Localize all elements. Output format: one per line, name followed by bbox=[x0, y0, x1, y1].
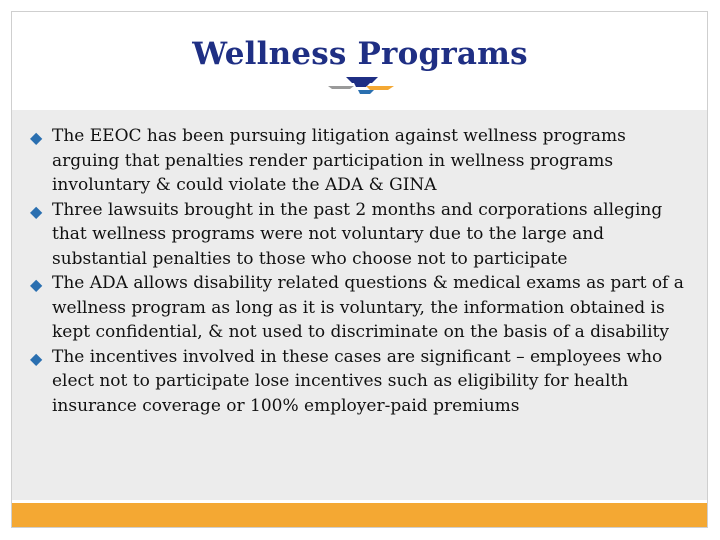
diamond-bullet-icon: ◆ bbox=[30, 275, 43, 294]
diamond-bullet-icon: ◆ bbox=[30, 348, 43, 368]
bullet-text: The ADA allows disability related questions & medical exams as part of a wellness program as long as it is voluntary, the information obtained is kept confidential, & not used to discriminate on the basis of a disability bbox=[52, 273, 684, 342]
slide-title: Wellness Programs bbox=[192, 36, 528, 72]
ornament-gray-arrow-left bbox=[328, 86, 354, 89]
bullet-item bbox=[30, 124, 690, 198]
content-panel bbox=[12, 110, 707, 500]
title-divider-ornament bbox=[326, 74, 396, 98]
ornament-navy-bar bbox=[346, 77, 378, 83]
bullet-text: The EEOC has been pursuing litigation against wellness programs arguing that penalties render participation in wellness programs involuntary & could violate the ADA & GINA bbox=[52, 126, 626, 195]
bullet-item bbox=[30, 271, 690, 345]
bullet-list bbox=[30, 124, 690, 418]
ornament-orange-arrow bbox=[366, 86, 394, 90]
footer-accent-bar bbox=[12, 503, 707, 527]
bullet-item bbox=[30, 345, 690, 419]
diamond-bullet-icon: ◆ bbox=[30, 128, 43, 147]
bullet-item bbox=[30, 198, 690, 272]
bullet-text: The incentives involved in these cases are significant – employees who elect not to participate lose incentives such as eligibility for health insurance coverage or 100% employer-paid premiums bbox=[52, 346, 663, 416]
ornament-blue-small bbox=[358, 90, 374, 94]
bullet-text: Three lawsuits brought in the past 2 months and corporations alleging that wellness programs were not voluntary due to the large and substantial penalties to those who choose not to participate bbox=[52, 199, 663, 269]
diamond-bullet-icon: ◆ bbox=[30, 201, 43, 221]
